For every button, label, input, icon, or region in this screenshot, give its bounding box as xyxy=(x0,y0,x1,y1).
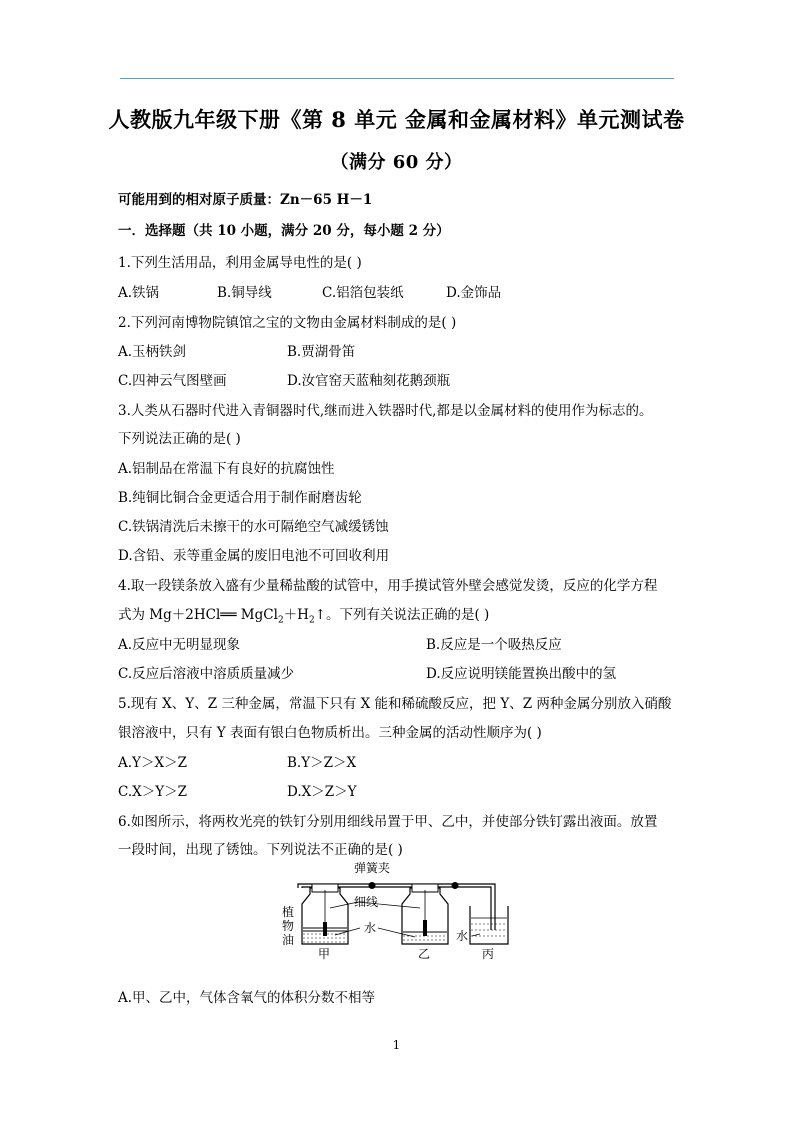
atomic-mass-note: 可能用到的相对原子质量：Zn－65 H－1 xyxy=(118,192,373,208)
page-title: 人教版九年级下册《第 8 单元 金属和金属材料》单元测试卷 xyxy=(108,107,685,132)
label-water-2: 水 xyxy=(456,929,469,943)
label-water-1: 水 xyxy=(364,921,377,935)
q2-option-a: A.玉柄铁剑 xyxy=(118,344,187,360)
label-oil-1: 植 xyxy=(282,905,295,919)
page-number: 1 xyxy=(392,1038,401,1052)
question-3-stem-line1: 3.人类从石器时代进入青铜器时代,继而进入铁器时代,都是以金属材料的使用作为标志的。 xyxy=(118,403,653,419)
section-heading: 一．选择题（共 10 小题，满分 20 分，每小题 2 分） xyxy=(118,223,450,239)
q3-option-d: D.含铅、汞等重金属的废旧电池不可回收利用 xyxy=(118,548,390,564)
q4-equation: 式为 Mg＋2HCl══ $MgCl_2+H_2↑$ xyxy=(118,607,326,626)
label-yi: 乙 xyxy=(418,947,431,960)
question-3-stem-line2: 下列说法正确的是( ) xyxy=(118,431,241,447)
q1-option-d: D.金饰品 xyxy=(446,285,502,301)
q3-option-c: C.铁锅清洗后未擦干的水可隔绝空气减缓锈蚀 xyxy=(118,519,389,535)
q5-option-c: C.X＞Y＞Z xyxy=(118,784,188,800)
q2-option-b: B.贾湖骨笛 xyxy=(287,344,356,360)
question-5-stem-line1: 5.现有 X、Y、Z 三种金属，常温下只有 X 能和稀硫酸反应，把 Y、Z 两种金属分别放入硝酸 xyxy=(118,696,672,712)
question-4-stem-line1: 4.取一段镁条放入盛有少量稀盐酸的试管中，用手摸试管外壁会感觉发烫，反应的化学方程 xyxy=(118,578,658,594)
q4-option-b: B.反应是一个吸热反应 xyxy=(426,637,562,653)
q5-option-b: B.Y＞Z＞X xyxy=(287,755,357,771)
label-oil-2: 物 xyxy=(282,919,295,933)
question-4-stem-line2: 式为 Mg＋2HCl══ $MgCl_2+H_2↑$。下列有关说法正确的是( ) xyxy=(118,607,490,626)
q4-option-d: D.反应说明镁能置换出酸中的氢 xyxy=(426,666,617,682)
q6-option-a: A.甲、乙中，气体含氧气的体积分数不相等 xyxy=(118,990,376,1006)
question-1-stem: 1.下列生活用品，利用金属导电性的是( ) xyxy=(118,255,362,271)
q1-option-b: B.铜导线 xyxy=(217,285,272,301)
q5-option-d: D.X＞Z＞Y xyxy=(287,784,357,800)
label-oil-3: 油 xyxy=(282,933,295,947)
q5-option-a: A.Y＞X＞Z xyxy=(118,755,187,771)
q4-option-a: A.反应中无明显现象 xyxy=(118,637,241,653)
iron-rust-apparatus-figure xyxy=(280,860,520,960)
q2-option-c: C.四神云气图壁画 xyxy=(118,373,227,389)
q3-option-b: B.纯铜比铜合金更适合用于制作耐磨齿轮 xyxy=(118,490,362,506)
header-rule xyxy=(120,78,674,79)
label-thread: 细线 xyxy=(354,895,379,909)
question-6-stem-line2: 一段时间，出现了锈蚀。下列说法不正确的是( ) xyxy=(118,842,403,858)
question-5-stem-line2: 银溶液中，只有 Y 表面有银白色物质析出。三种金属的活动性顺序为( ) xyxy=(118,725,542,741)
page-subtitle: （满分 60 分） xyxy=(330,152,463,173)
q3-option-a: A.铝制品在常温下有良好的抗腐蚀性 xyxy=(118,461,335,477)
question-6-stem-line1: 6.如图所示，将两枚光亮的铁钉分别用细线吊置于甲、乙中，并使部分铁钉露出液面。放置 xyxy=(118,814,658,830)
q1-option-a: A.铁锅 xyxy=(118,285,160,301)
question-2-stem: 2.下列河南博物院镇馆之宝的文物由金属材料制成的是( ) xyxy=(118,315,457,331)
label-bing: 丙 xyxy=(482,947,495,960)
label-spring-clip: 弹簧夹 xyxy=(354,861,391,875)
q2-option-d: D.汝官窑天蓝釉刻花鹅颈瓶 xyxy=(287,373,451,389)
q4-option-c: C.反应后溶液中溶质质量减少 xyxy=(118,666,295,682)
q1-option-c: C.铝箔包装纸 xyxy=(322,285,404,301)
label-jia: 甲 xyxy=(318,947,331,960)
